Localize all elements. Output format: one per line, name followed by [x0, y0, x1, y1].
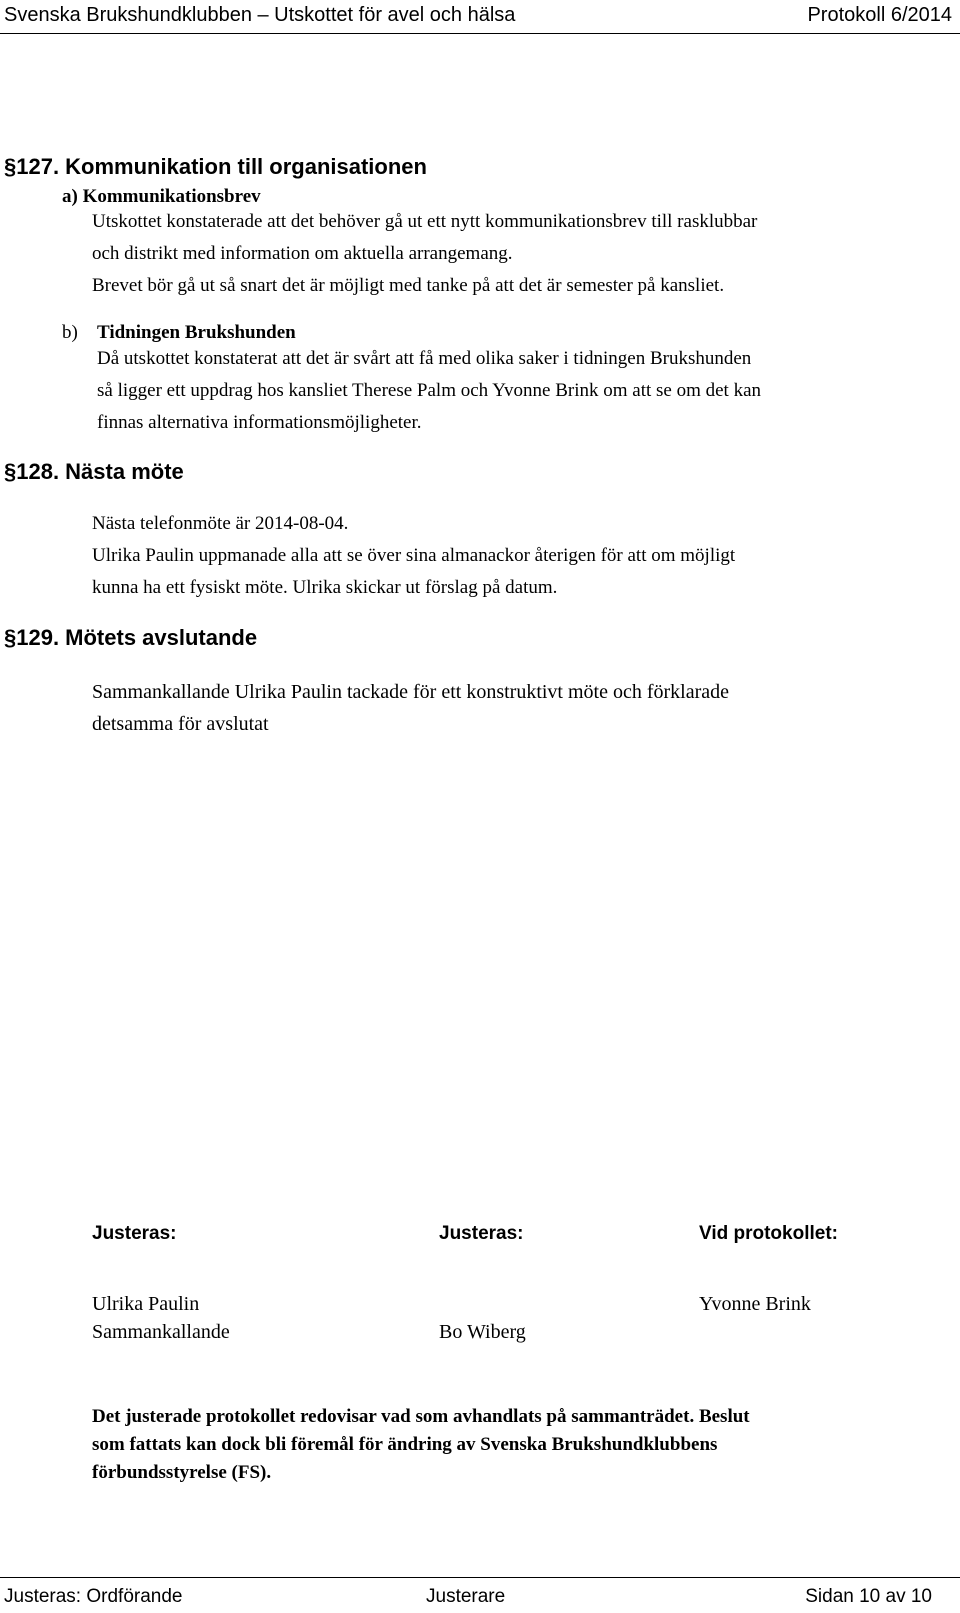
note-line: förbundsstyrelse (FS). — [92, 1462, 272, 1483]
paragraph-line: så ligger ett uppdrag hos kansliet Therese Palm och Yvonne Brink om att se om det kan — [97, 380, 762, 401]
paragraph-line: kunna ha ett fysiskt möte. Ulrika skickar ut förslag på datum. — [92, 577, 558, 598]
note-line: som fattats kan dock bli föremål för ändring av Svenska Brukshundklubbens — [92, 1434, 718, 1455]
signature-label-2: Justeras: — [439, 1223, 524, 1244]
section-127-title: §127. Kommunikation till organisationen — [4, 154, 427, 179]
paragraph-line: detsamma för avslutat — [92, 713, 269, 735]
footer-left: Justeras: Ordförande — [4, 1586, 183, 1607]
paragraph-line: och distrikt med information om aktuella arrangemang. — [92, 243, 513, 264]
adjustment-note — [92, 1403, 750, 1487]
paragraph-line: finnas alternativa informationsmöjligheter. — [97, 412, 422, 433]
section-127a-text — [92, 206, 757, 302]
signature-name-1: Ulrika Paulin — [92, 1293, 200, 1315]
signature-name-2: Bo Wiberg — [439, 1321, 526, 1343]
header-title: Svenska Brukshundklubben – Utskottet för avel och hälsa — [4, 4, 516, 26]
signature-label-3: Vid protokollet: — [699, 1223, 838, 1244]
header-divider — [0, 33, 960, 34]
section-127b-text — [97, 343, 761, 439]
section-129-title: §129. Mötets avslutande — [4, 625, 258, 650]
footer-center: Justerare — [426, 1586, 506, 1607]
header-protocol-number: Protokoll 6/2014 — [807, 4, 952, 26]
section-127a-heading: a) Kommunikationsbrev — [62, 186, 261, 207]
section-128-title: §128. Nästa möte — [4, 459, 184, 484]
paragraph-line: Utskottet konstaterade att det behöver gå ut ett nytt kommunikationsbrev till rasklubbar — [92, 211, 758, 232]
page-number: Sidan 10 av 10 — [805, 1586, 932, 1607]
paragraph-line: Brevet bör gå ut så snart det är möjligt med tanke på att det är semester på kansliet. — [92, 275, 725, 296]
signature-name-3: Yvonne Brink — [699, 1293, 811, 1315]
footer-divider — [0, 1577, 960, 1578]
section-127b-heading: Tidningen Brukshunden — [97, 322, 296, 343]
paragraph-line: Sammankallande Ulrika Paulin tackade för ett konstruktivt möte och förklarade — [92, 681, 730, 703]
section-127b-marker: b) — [62, 322, 78, 343]
section-129-text — [92, 676, 729, 740]
section-128-text — [92, 508, 735, 604]
paragraph-line: Då utskottet konstaterat att det är svårt att få med olika saker i tidningen Brukshunden — [97, 348, 752, 369]
note-line: Det justerade protokollet redovisar vad som avhandlats på sammanträdet. Beslut — [92, 1406, 750, 1427]
paragraph-line: Ulrika Paulin uppmanade alla att se över sina almanackor återigen för att om möjligt — [92, 545, 736, 566]
signature-label-1: Justeras: — [92, 1223, 177, 1244]
paragraph-line: Nästa telefonmöte är 2014-08-04. — [92, 513, 349, 534]
signature-role-1: Sammankallande — [92, 1321, 230, 1343]
